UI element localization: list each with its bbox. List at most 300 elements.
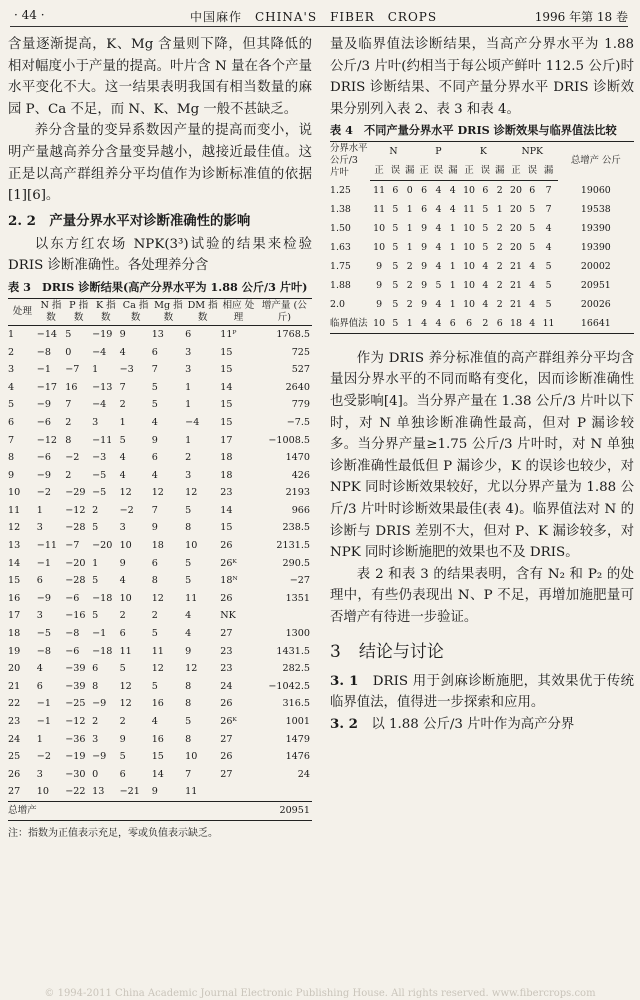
table-4-cell: 10 <box>373 222 386 234</box>
table-3-cell: 5 <box>151 399 158 411</box>
table-3-cell: −8 <box>65 628 80 640</box>
table-4-cell: 1 <box>406 222 413 234</box>
table-3-cell: 18 <box>220 469 233 481</box>
table-4-cell: 4 <box>525 314 539 334</box>
table-3-cell: −6 <box>65 645 80 657</box>
table-3-cell: −7 <box>65 540 80 552</box>
table-3-cell: 15 <box>220 399 233 411</box>
table-4-sub-header: 误 <box>431 161 445 180</box>
table-3-caption: 表 3 DRIS 诊断结果(高产分界水平为 1.88 公斤/3 片叶) <box>8 279 308 294</box>
table-3-cell: −6 <box>65 592 80 604</box>
table-4-cell: 11 <box>373 184 386 196</box>
right-paragraph-1: 量及临界值法诊断结果，当高产分界水平为 1.88 公斤/3 片叶(约相当于每公顷产鲜叶 112.5 公斤)时 DRIS 诊断结果、不同产量分界水平 DRIS 诊断效果分别列入表 2、表 3 和表 4。 <box>330 37 634 117</box>
table-4-cell: 19390 <box>580 241 611 253</box>
table-3-cell: 17 <box>220 434 233 446</box>
table-3-row <box>8 555 312 573</box>
table-4-cell: 2 <box>496 298 503 310</box>
table-4-cell: 5 <box>388 314 402 334</box>
table-4-cell: 1.75 <box>330 260 351 272</box>
table-3-cell: 13 <box>92 786 105 798</box>
table-3-cell: 6 <box>36 680 43 692</box>
right-column <box>330 34 634 735</box>
table-4-cell: 4 <box>482 279 489 291</box>
table-4-caption: 表 4 不同产量分界水平 DRIS 诊断效果与临界值法比较 <box>330 123 617 138</box>
table-3-row <box>8 396 312 414</box>
table-3-cell: 1 <box>185 434 192 446</box>
table-3-cell: −29 <box>65 487 86 499</box>
table-3-cell: 25 <box>8 751 21 763</box>
table-3-header-row <box>8 298 312 325</box>
table-3-cell: 6 <box>119 768 126 780</box>
table-3-cell: 16 <box>8 592 21 604</box>
table-3-cell: 1300 <box>285 628 310 640</box>
table-3-cell: −18 <box>92 592 113 604</box>
table-3-cell: 8 <box>92 680 99 692</box>
table-3-cell: −4 <box>92 346 107 358</box>
table-4-cell: 19538 <box>580 203 611 215</box>
table-3-cell: −12 <box>65 504 86 516</box>
table-3-cell: −17 <box>36 381 58 393</box>
table-3-cell: 23 <box>220 663 233 675</box>
table-4-cell: 2 <box>496 184 503 196</box>
left-column <box>8 34 312 839</box>
table-3-cell: −5 <box>92 487 107 499</box>
table-3-cell: −1 <box>36 557 51 569</box>
table-3-cell: 15 <box>220 416 233 428</box>
table-3-cell: 6 <box>151 557 158 569</box>
table-3-row <box>8 590 312 608</box>
table-3-cell: −39 <box>65 663 86 675</box>
table-3-cell: −1008.5 <box>268 434 310 446</box>
table-4-cell: 20002 <box>580 260 611 272</box>
table-3-cell: 316.5 <box>282 698 310 710</box>
table-3-cell: 13 <box>8 540 21 552</box>
table-3-cell: 14 <box>220 504 233 516</box>
table-4-cell: 21 <box>510 298 522 310</box>
table-4-cell: 1.25 <box>330 184 351 196</box>
table-4-sub-header: 误 <box>525 161 539 180</box>
table-4-cell: 5 <box>545 260 552 272</box>
table-3-total-row <box>8 801 312 820</box>
table-3-row <box>8 519 312 537</box>
table-3-cell: −8 <box>36 645 51 657</box>
table-3-cell: 3 <box>92 733 99 745</box>
table-3-cell: 2 <box>65 469 72 481</box>
table-4-cell: 20 <box>510 184 522 196</box>
table-3-cell: 2 <box>185 452 192 464</box>
table-4-cell: 9 <box>421 298 428 310</box>
conclusion-3-2 <box>330 714 634 736</box>
table-4-cell: 2 <box>406 298 413 310</box>
table-4-cell: 9 <box>376 298 383 310</box>
table-3-cell: −5 <box>36 628 51 640</box>
table-3-cell: 4 <box>151 716 158 727</box>
table-3-row <box>8 449 312 467</box>
table-3-header-cell: N 指数 <box>37 298 65 325</box>
table-3-row <box>8 537 312 555</box>
table-3-row <box>8 607 312 625</box>
table-4-sub-header: 正 <box>370 161 388 180</box>
table-3-cell: 11 <box>119 645 132 657</box>
table-4-cell: 6 <box>446 314 460 334</box>
table-3-row <box>8 660 312 678</box>
table-3-cell: −3 <box>92 452 107 464</box>
table-3-header-cell: Ca 指数 <box>120 298 152 325</box>
table-4-cell: 4 <box>435 260 442 272</box>
table-3-cell: 18 <box>220 452 233 464</box>
table-3-cell: 6 <box>8 416 15 428</box>
table-3-cell: 26 <box>220 751 233 763</box>
table-3-header-cell: DM 指数 <box>185 298 220 325</box>
table-4-cell: 7 <box>545 203 552 215</box>
table-3-cell: 12 <box>119 680 132 692</box>
table-3-cell: 3 <box>185 346 192 358</box>
table-3-cell: 12 <box>185 487 198 499</box>
table-3-cell: −2 <box>36 751 51 763</box>
table-4-cell: 5 <box>392 298 399 310</box>
table-3-cell: 21 <box>8 680 21 692</box>
table-4-cell: 21 <box>510 279 522 291</box>
table-3-cell: −7 <box>65 364 80 376</box>
table-3-cell: 5 <box>92 610 99 622</box>
table-3-cell: −6 <box>36 452 51 464</box>
table-3-cell: 17 <box>8 610 21 622</box>
table-3-cell: 7 <box>185 768 192 780</box>
journal-volume: 1996 年第 18 卷 <box>534 10 628 24</box>
section-3-number: 3 <box>330 641 341 662</box>
table-3-cell: 2 <box>8 346 15 358</box>
table-3-cell: 4 <box>119 469 126 481</box>
table-3-cell: −27 <box>289 575 310 587</box>
table-3-cell: 18 <box>151 540 164 552</box>
copyright-watermark: © 1994-2011 China Academic Journal Electronic Publishing House. All rights reserved. www.fibercrops.com <box>44 988 596 999</box>
table-3-cell: 8 <box>185 733 192 745</box>
table-3-cell: 19 <box>8 645 21 657</box>
table-4-cell: 6 <box>529 184 536 196</box>
table-4-total-header: 总增产 公斤 <box>558 142 634 181</box>
table-3-cell: −28 <box>65 522 86 534</box>
table-3-cell: −28 <box>65 575 86 587</box>
table-4-cell: 1.88 <box>330 279 351 291</box>
table-3-cell: −25 <box>65 698 86 710</box>
table-3-cell: 0 <box>92 768 99 780</box>
table-4-cell: 20951 <box>580 279 611 291</box>
table-3-cell: 2640 <box>285 381 310 393</box>
table-3-cell: 5 <box>92 575 99 587</box>
table-3-cell: −11 <box>36 540 58 552</box>
table-3-cell: 1 <box>8 328 15 340</box>
table-3-cell: 1 <box>119 416 126 428</box>
table-3-cell: −1 <box>36 364 51 376</box>
table-3-cell <box>257 607 312 625</box>
table-3-cell: 7 <box>65 399 72 411</box>
table-3-cell: 5 <box>151 381 158 393</box>
table-3-cell: −19 <box>65 751 86 763</box>
table-3-row <box>8 748 312 766</box>
table-4-sub-header: 误 <box>388 161 402 180</box>
table-3-cell: 5 <box>185 504 192 516</box>
table-3-cell: 8 <box>65 434 72 446</box>
table-4-cell: 6 <box>460 314 478 334</box>
table-4-cell: 20026 <box>580 298 611 310</box>
table-3-cell: 5 <box>185 716 192 727</box>
table-3-header-cell: Mg 指数 <box>152 298 185 325</box>
left-paragraph-2: 养分含量的变异系数因产量的提高而变小，说明产量越高养分含量变异越小，越接近最佳值。这正是以高产群组养分平均值作为诊断标准值的依据[1][6]。 <box>8 123 312 204</box>
table-3-cell: 9 <box>151 434 158 446</box>
table-3-cell: 4 <box>119 346 126 358</box>
table-3-cell: 12 <box>8 522 21 534</box>
table-3-cell: 3 <box>8 364 15 376</box>
table-4-cell: 16641 <box>558 314 634 334</box>
table-3-header-cell: 相应 处理 <box>220 298 256 325</box>
table-4-cell: 10 <box>370 314 388 334</box>
table-3-cell: 7 <box>8 434 15 446</box>
table-3-cell: 10 <box>119 540 132 552</box>
left-paragraph-3: 以东方红农场 NPK(3³)试验的结果来检验 DRIS 诊断准确性。各处理养分含 <box>8 236 312 274</box>
table-4-cell: 5 <box>545 279 552 291</box>
table-3-cell: −1 <box>36 698 51 710</box>
table-3-cell: 11 <box>151 645 164 657</box>
table-3-cell: 9 <box>151 786 158 798</box>
table-4-header-row-1 <box>330 142 634 161</box>
table-3-cell: 1479 <box>285 733 310 745</box>
table-4-cell: 18 <box>507 314 525 334</box>
table-3-cell: 10 <box>36 786 49 798</box>
table-3-cell: 966 <box>291 504 310 516</box>
table-3-cell: −7.5 <box>286 416 310 428</box>
table-3-cell: 15 <box>8 575 21 587</box>
table-3-cell: 1431.5 <box>276 645 310 657</box>
table-3-cell: 725 <box>291 346 310 358</box>
table-4-cell: 6 <box>421 184 428 196</box>
table-3-cell: 10 <box>185 751 198 763</box>
table-3-cell: 290.5 <box>282 557 310 569</box>
table-4-cell: 2 <box>496 279 503 291</box>
page-number: · 44 · <box>14 8 45 22</box>
table-3-cell: 5 <box>151 628 158 640</box>
table-3-cell: 26ᴷ <box>220 716 237 727</box>
table-4-cell: 4 <box>545 222 552 234</box>
table-4-corner-cell: 分界水平 公斤/3 片叶 <box>330 142 370 181</box>
table-3-cell: 15 <box>220 346 233 358</box>
table-4-cell: 2 <box>406 260 413 272</box>
table-3-cell: −14 <box>36 328 58 340</box>
table-4-cell: 4 <box>529 279 536 291</box>
table-3-cell: 16 <box>151 698 164 710</box>
table-3-cell: NK <box>220 610 236 622</box>
table-3-cell: 12 <box>185 663 198 675</box>
table-3-cell: 27 <box>220 733 233 745</box>
table-3-cell: 8 <box>8 452 15 464</box>
table-3-cell: 26 <box>220 698 233 710</box>
table-3-cell: 3 <box>92 416 99 428</box>
table-4-cell: 11 <box>373 203 386 215</box>
table-3-row <box>8 502 312 520</box>
table-3-row <box>8 625 312 643</box>
table-3-cell: 27 <box>220 628 233 640</box>
table-4-cell: 9 <box>421 279 428 291</box>
table-3-cell: 26ᴷ <box>220 557 237 569</box>
table-3-cell: 1 <box>185 399 192 411</box>
table-3-cell: 1 <box>92 364 99 376</box>
table-4-cell: 6 <box>493 314 507 334</box>
table-3-cell: 5 <box>119 434 126 446</box>
table-3-cell: −4 <box>185 416 200 428</box>
table-3-row <box>8 361 312 379</box>
left-paragraph-1: 含量逐渐提高，K、Mg 含量则下降，但其降低的相对幅度小于产量的提高。叶片含 N 量在各个产量水平变化不大。这一结果表明我国有相当数量的麻园 P、Ca 不足，而 N、K、Mg 一般不甚缺乏。 <box>8 37 312 117</box>
table-3-cell: −9 <box>92 751 107 763</box>
table-4-cell: 1 <box>496 203 503 215</box>
table-3-cell: 5 <box>151 680 158 692</box>
table-3-row <box>8 783 312 801</box>
table-3-cell: −30 <box>65 768 86 780</box>
table-4-cell: 4 <box>417 314 431 334</box>
table-3-cell: 24 <box>297 768 310 780</box>
table-3-cell: 15 <box>220 364 233 376</box>
table-3-row <box>8 344 312 362</box>
table-3-cell: 4 <box>151 416 158 428</box>
table-3-cell: 1351 <box>285 592 310 604</box>
table-4-row <box>330 180 634 200</box>
table-4-cell: 1.50 <box>330 222 351 234</box>
table-4-cell: 4 <box>435 222 442 234</box>
table-3-cell: 1 <box>185 381 192 393</box>
table-4-cell: 20 <box>510 222 522 234</box>
table-4-cell: 5 <box>392 260 399 272</box>
table-3-cell: 238.5 <box>282 522 310 534</box>
table-4-row <box>330 295 634 314</box>
table-3-cell: 4 <box>185 610 192 622</box>
table-3-total-label: 总增产 <box>8 801 37 820</box>
table-3-row <box>8 731 312 749</box>
table-4-cell: 6 <box>421 203 428 215</box>
section-3-title: 结论与讨论 <box>358 641 444 662</box>
table-3-cell: 5 <box>185 557 192 569</box>
table-3-cell: 6 <box>151 346 158 358</box>
table-4-cell: 5 <box>529 241 536 253</box>
table-3-cell: 16 <box>65 381 78 393</box>
table-3-cell: 18ᴺ <box>220 575 238 587</box>
table-3-cell: 5 <box>119 751 126 763</box>
table-4-cell: 10 <box>463 184 476 196</box>
table-4-cell: 4 <box>435 298 442 310</box>
table-3-cell: 26 <box>8 768 21 780</box>
table-3-cell: 4 <box>36 663 43 675</box>
table-3-cell: 10 <box>119 592 132 604</box>
table-3-cell: 527 <box>291 364 310 376</box>
table-3-cell: 6 <box>36 575 43 587</box>
table-3-cell: 16 <box>151 733 164 745</box>
table-3-cell: 8 <box>185 680 192 692</box>
table-3-cell: −6 <box>36 416 51 428</box>
table-3-row <box>8 713 312 731</box>
table-3-cell: 23 <box>8 716 21 727</box>
table-4-row <box>330 276 634 295</box>
table-4-cell: 21 <box>510 260 522 272</box>
table-3-cell: 12 <box>151 592 164 604</box>
table-3-cell: 426 <box>291 469 310 481</box>
table-3-cell: 5 <box>8 399 15 411</box>
table-4-cell: 1 <box>406 203 413 215</box>
table-3-header-cell: P 指数 <box>65 298 92 325</box>
conclusion-3-2-number: 3. 2 <box>330 715 358 732</box>
table-3-cell: 23 <box>220 645 233 657</box>
table-4-cell: 1.38 <box>330 203 351 215</box>
table-3-row <box>8 467 312 485</box>
table-4-header <box>330 142 634 181</box>
table-3-cell: 3 <box>185 364 192 376</box>
table-4-cell: 5 <box>529 203 536 215</box>
table-3-cell: 9 <box>8 469 15 481</box>
table-4-cell: 4 <box>529 260 536 272</box>
table-4-sub-header: 正 <box>460 161 478 180</box>
table-4-row <box>330 257 634 276</box>
table-3-cell: −2 <box>36 487 51 499</box>
table-3-cell: 12 <box>151 487 164 499</box>
table-4-cell: 2 <box>496 222 503 234</box>
table-4-critical-label: 临界值法 <box>330 314 370 334</box>
table-3-cell: 24 <box>220 680 233 692</box>
table-4-cell: 9 <box>421 241 428 253</box>
table-3-cell: −1042.5 <box>268 680 310 692</box>
table-3-cell: −22 <box>65 786 86 798</box>
table-3-cell: −18 <box>92 645 113 657</box>
table-4-critical-row <box>330 314 634 334</box>
table-3-cell: 15 <box>151 751 164 763</box>
table-3-cell: 7 <box>151 504 158 516</box>
table-4-cell: 10 <box>463 222 476 234</box>
table-3-cell: 15 <box>220 522 233 534</box>
table-4-sub-header: 正 <box>417 161 431 180</box>
table-3-cell: −1 <box>36 716 51 727</box>
table-4-cell: 10 <box>463 260 476 272</box>
conclusion-3-2-text: 以 1.88 公斤/3 片叶作为高产分界 <box>371 716 575 732</box>
table-4-sub-header: 漏 <box>493 161 507 180</box>
table-4-cell: 0 <box>406 184 413 196</box>
table-4-cell: 1 <box>403 314 417 334</box>
table-4-cell: 9 <box>421 260 428 272</box>
table-4-cell: 10 <box>463 241 476 253</box>
table-3-body <box>8 325 312 801</box>
table-3-cell: 12 <box>119 698 132 710</box>
table-3-cell: 5 <box>92 522 99 534</box>
table-3-cell: 6 <box>185 328 192 340</box>
table-4-cell: 5 <box>392 279 399 291</box>
table-4-cell: 6 <box>392 184 399 196</box>
table-4-cell: 5 <box>392 222 399 234</box>
table-3-cell: 23 <box>220 487 233 499</box>
table-3-cell: 0 <box>65 346 72 358</box>
table-3-cell: −19 <box>92 328 113 340</box>
table-4-group-header: NPK <box>507 142 558 161</box>
table-3-row <box>8 484 312 502</box>
table-3-row <box>8 643 312 661</box>
table-3-cell: 2 <box>119 716 126 727</box>
table-3-row <box>8 678 312 696</box>
table-4-cell: 4 <box>435 203 442 215</box>
table-4-cell: 19060 <box>580 184 611 196</box>
table-3-cell: 2 <box>65 416 72 428</box>
table-4-cell: 10 <box>373 241 386 253</box>
table-4-cell: 1 <box>449 222 456 234</box>
table-4-cell: 4 <box>431 314 445 334</box>
table-3-cell: 27 <box>220 768 233 780</box>
table-3-cell: 1 <box>36 733 43 745</box>
table-3-cell: 9 <box>185 645 192 657</box>
table-3-cell: −2 <box>119 504 134 516</box>
table-3-cell: 9 <box>119 328 126 340</box>
table-3-cell: 6 <box>119 628 126 640</box>
